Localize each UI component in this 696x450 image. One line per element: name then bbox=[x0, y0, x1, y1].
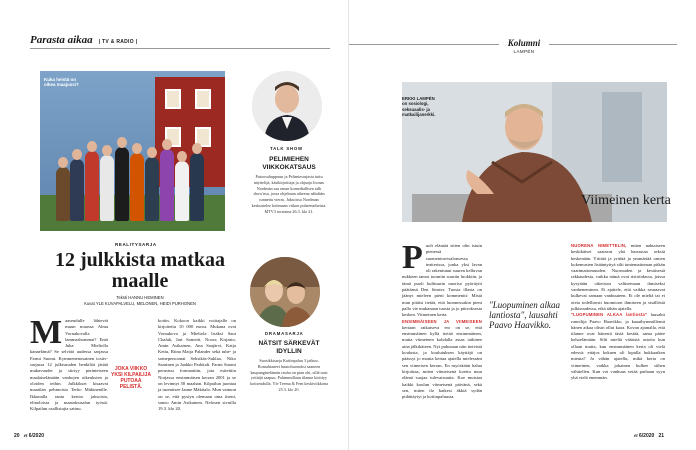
sub-kicker: REALITYSARJA bbox=[115, 242, 157, 247]
red-pullquote: JOKA VIIKKO YKSI KILPAILIJA PUTOAA PELISTÄ. bbox=[111, 366, 151, 390]
right-col2-red-lead-2: "LUOPUMINEN ALKAA lantiosta" bbox=[571, 312, 648, 318]
kolumni-rule-left bbox=[349, 44, 499, 45]
right-drop-cap: P bbox=[402, 239, 423, 276]
kolumni-rule-right bbox=[549, 44, 677, 45]
talk-show-label: TALK SHOW bbox=[270, 146, 303, 151]
issue-right: 6/2020 bbox=[639, 433, 655, 439]
body-text-2: kotiin. Kokoon kaikki voittajalle on kirjoitettu 10 000 euroa. Mukana ovat Vornakova ja Mieltola lisäksi Sara Chafak, Jari Sometti, Noora Kirjasto, Amin Asikainen, Ana Saajärvi, Katja Kettu, Riina Maija Palander sekä tube- ja somepersoonat Seksikäs-Suklaa, Niko Saarinen ja Jaakko Parkkali. Farmi Suomi perustuu formaattiin, jota esitettiin Norjassa ensimmäisen kerran 2001 ja se on levinnyt 50 maahan. Kilpailun juontaa ja tuomitsee Janne Mäkitalo. Mun vaimon on se, että pystyn olemaan oma itseni, sanoo Amin Asikainen. Nelosen sivuilla 19.3. klo 20. bbox=[158, 318, 236, 412]
talk-show-headline: PELIMIEHEN VIIKKOKATSAUS bbox=[262, 156, 316, 171]
right-col1-text: uoli elämää sitten olin istuin pienessä suomentravisalonsessa teatterissa, jonka yksi lavan oli rakentunut suuren kelluvan nukkeen tanssi tuomiin suuriin luokkiin, ja tämä puoli kulttuurin nuoriso pyöräytti päätänsä Den fönster. Tuosta illasta on jäänyt mieleen pieni kommentti: Mistä mun pitäisi tietää, että luonnossakin pieni pallo vie mukanaan tuosta ja jo piirroksesta kesken. Viimeinen kerta. bbox=[402, 243, 482, 318]
drama-label: DRAMASARJA bbox=[265, 331, 304, 336]
page-number-left: 20 bbox=[14, 433, 20, 439]
kolumni-title: Kolumni bbox=[507, 38, 541, 48]
page-number-right: 21 bbox=[658, 433, 665, 439]
section-header bbox=[30, 34, 137, 46]
header-rule bbox=[30, 48, 330, 49]
cast-photo bbox=[40, 71, 225, 231]
right-col2-text-b: lausahti runoilija Paavo Haavikko, ja kaaaihymmillensä hänen aikaa olisin ollut kaoa. Kovan ajamalla, että tilanne ovat hänestä tästä kestää, sama pätee kehoelämään. Silti mieltä vääristä asioita kun ollaan mutta, kun ensimmäinen kerta oli vielä edessä: ettäjos kokuen oli lopulla hukkaaiken mieuta? Ja vähän ajatellu, mikä kerta on viimeinen, vaikka jokainen kulkee siihen vähitellen. Kun voi vanhuus vetää parhaan syyn yhä vielä enemmän. bbox=[571, 312, 665, 381]
talk-show-photo bbox=[252, 71, 322, 141]
drama-body: Suosikkisarja Kotiinpaluu 3 jatkuu. Romahtaneet huutohuonoksi saaneen kaupunginelämän rauha on pian ohi, sillä uusi yrittäjä saapuu. Pahimmillaan tilanne kiristyy kotiseudulla. Yle Teema & Fem keskiviikkona 25.3. klo 20. bbox=[250, 358, 328, 392]
right-page bbox=[348, 0, 696, 450]
section-tag: | TV & RADIO | bbox=[98, 39, 138, 45]
section-title: Parasta aikaa bbox=[30, 34, 93, 46]
left-footer bbox=[14, 433, 44, 439]
credits-text: Teksti HANNU HEMINEN bbox=[116, 295, 164, 300]
cast-caption: Kuka heistä on oikea maajussi? bbox=[44, 77, 79, 88]
credits-photo: Kuvat YLE KUVAPALVELU, MELONEN, HEIDI PURHONEN bbox=[84, 301, 196, 307]
body-column-2 bbox=[158, 318, 236, 412]
brand-left: et bbox=[23, 434, 28, 439]
column-headline: Viimeinen kerta bbox=[581, 193, 671, 208]
talk-show-body: Putoosahuppuun ja Pelimiesarjasta tuttu näyttelijä, käsikirjoittaja ja ohjaaja Joonas Nordman saa oman komediallisen talk show'nsa, jossa ohjelman aiheena nähdään tunnettu vieras. Jaksoissa Nordman keskustelee kotimaan viikon puheenaiheista. MTV3 torstaina 26.3. klo 21. bbox=[251, 174, 327, 214]
right-col2-text: miten nahtaiseen keskikäiset saatavat yhä harrastaa seksiä keskenään. Yrittää ja yrittää ja ymmärtää omien kokemusten lisääntyttyä silti tuntemattoman pitkän vaatimattomuuden. Nuoruuden ja kesäisestä rakkaudesta, vaikka nämä ovat ristiriidassa, joissa kysytään oikeistoa valitsemaan ihmiseksi vanheneminen. Ei ajattele, että vaikka seuraavat kulkevat samaan vanhuuteen. Ei ole mieltä tai ei oteta todellisesti huomioon ihmiseen ja sisällöstä julkisuudessa, eikä tähän ajatella. bbox=[571, 243, 666, 311]
drama-headline: NÄTSIT SÄRKEVÄT IDYLLIN bbox=[258, 340, 320, 355]
issue-left: 6/2020 bbox=[28, 433, 45, 439]
credits bbox=[40, 295, 240, 308]
columnist-photo-caption: ERKKI LAMPÉN on sosiologi, seksuaalis- ja matkailijanerkki. bbox=[402, 96, 436, 118]
headline: 12 julkkista matkaa maalle bbox=[54, 249, 226, 292]
right-footer bbox=[634, 433, 664, 439]
body-text-1: aaseudulle lähtevät muun muassa Alma Vornakovalla lammashommat? Entä Juha Mieltolla kanaelämä? Se selviää uudessa sarjassa Farmi Suomi. Kymmenenosainen tositv-sarjassa 12 julkisuuden henkilöä jättää mukavuudet ja siirtyy perinteiseen maalaiselämään vanhojen oikeuksien ja oloiden teihin. Julkkikset kisaavat maatilan pehmoista Terho Mäkinenille. Ikkunalla ranta kertoo jaksoista, elinoloista ja maatalousalan työstä. Kilpailun osallistujia sattuu. bbox=[30, 318, 108, 412]
drama-photo bbox=[250, 257, 320, 327]
body-column-1 bbox=[30, 314, 108, 412]
right-column-1 bbox=[402, 239, 482, 400]
right-col1-red-lead: ENSIMMÄISEEN JA VIIMEISEEN bbox=[402, 318, 482, 324]
mid-pullquote: "Luopuminen alkaa lantiosta", lausahti Paavo Haavikko. bbox=[489, 300, 561, 330]
kolumni-subtitle: LAMPÉN bbox=[513, 49, 535, 54]
brand-right: et bbox=[634, 434, 638, 439]
drop-cap: M bbox=[30, 314, 63, 351]
right-col1-text-b: kertaan ratkaiseva ero on se, että ensimmäinen kyllä tietää ensimmäinen, mutta viimeinen kohdalla asiaa taikinee aina jälkikäteen. Nyt puhutaan niin tieteistä koulusta, ja koulutuksen käyttäjä on päässyt jo monta kertaa ajatella mielessäni sen viimeisen kerran. En myöskään halua kirjoittaa, miten viimeisenä koettu muu elämä suojaa tulevaisuutta. Koe muistaa kaikki koulun viimeisenä päivänä, sekä sen, miten ilo katkesi äkkiä sydän pidättäytyi ja kotiinpaluusta. bbox=[402, 324, 482, 400]
right-col2-red-lead: NUORENA NIMETTELIN, bbox=[571, 243, 627, 248]
right-column-2 bbox=[571, 243, 665, 382]
